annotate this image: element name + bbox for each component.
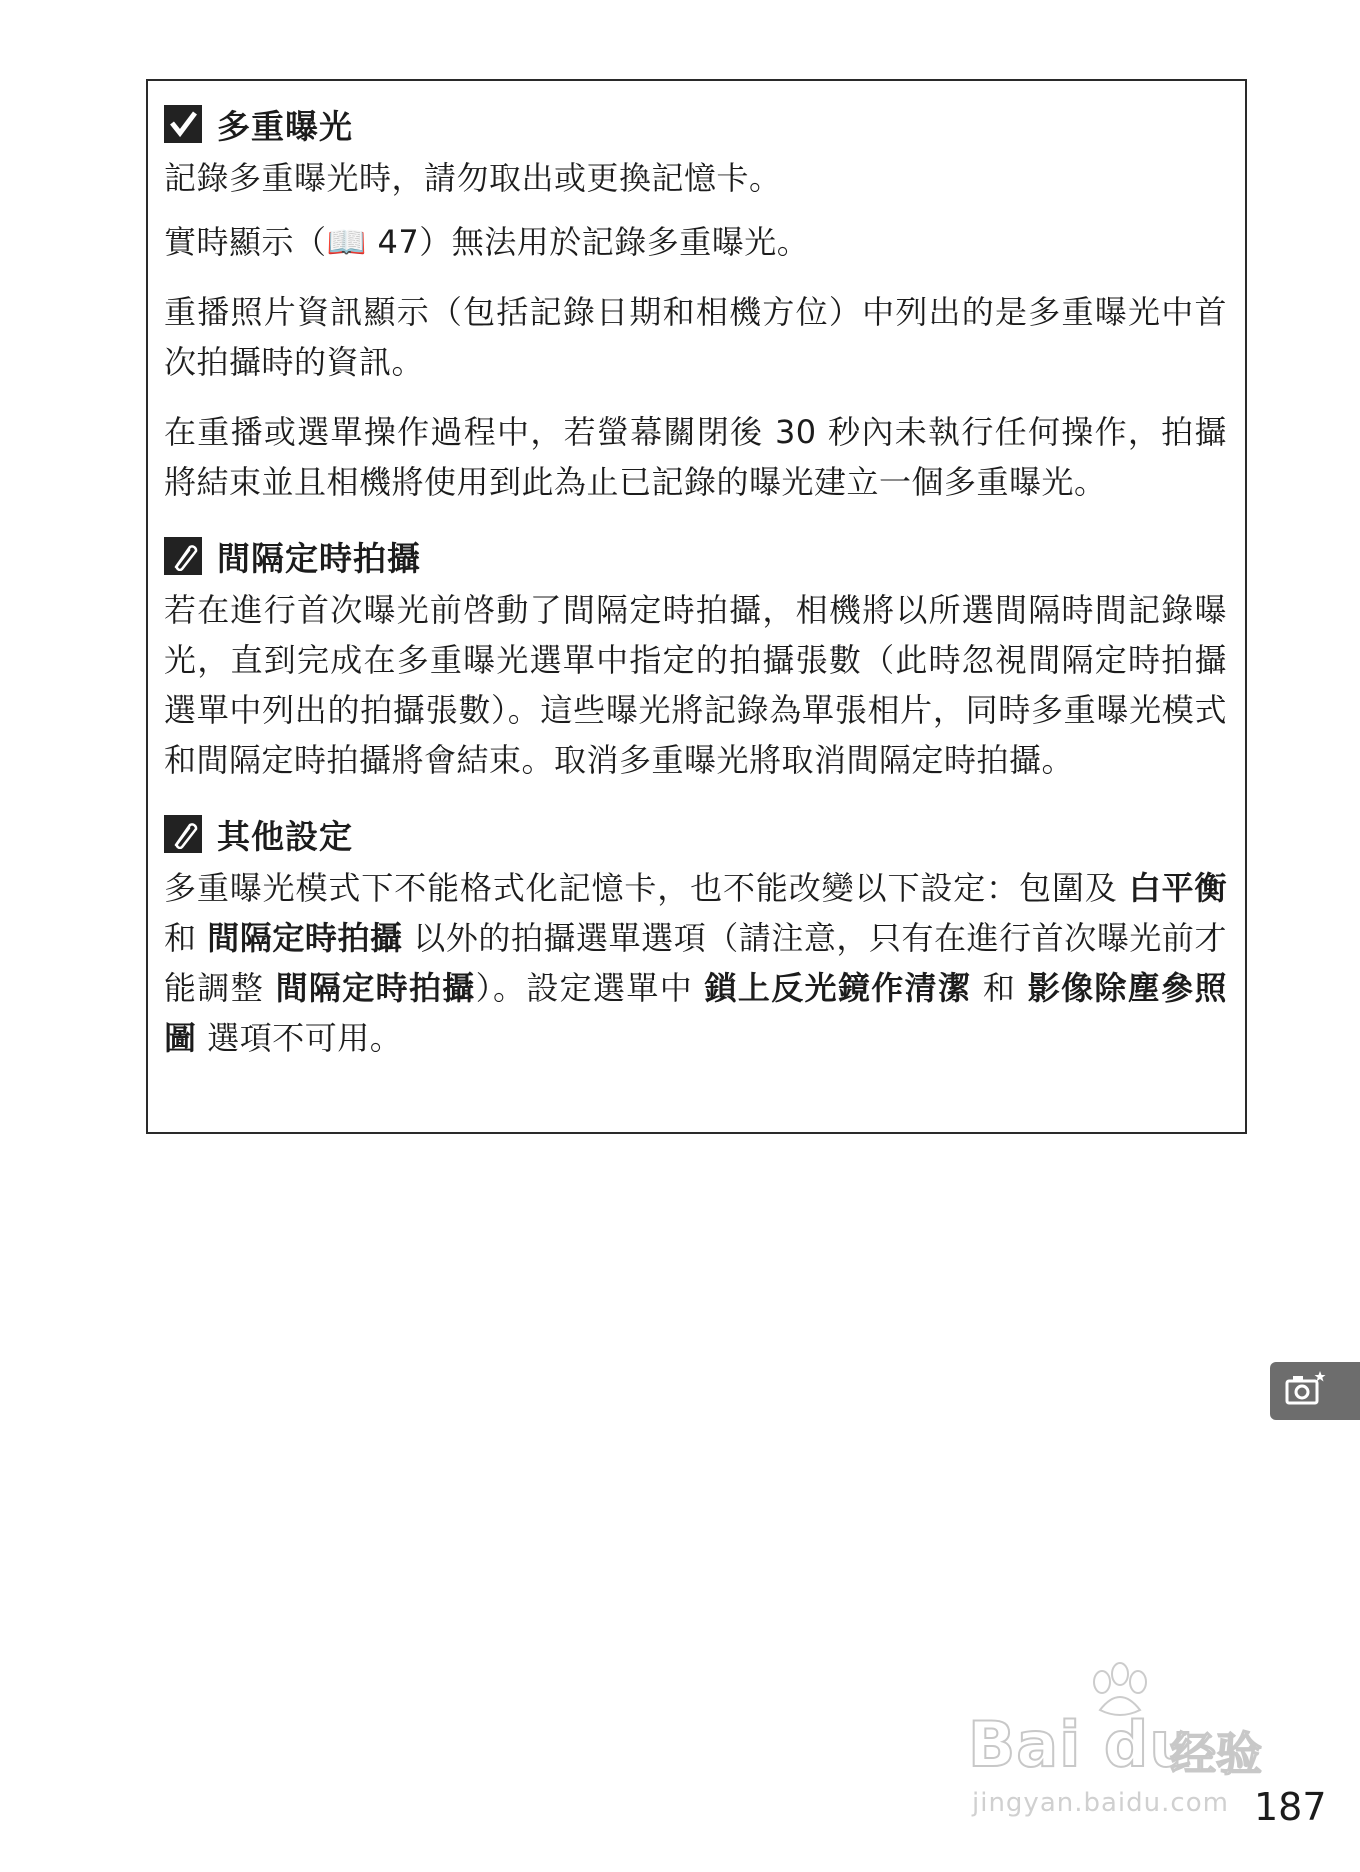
watermark-url: jingyan.baidu.com: [972, 1788, 1229, 1818]
multi-exposure-heading: [164, 95, 1227, 153]
other-settings-heading: [164, 805, 1227, 863]
multi-exposure-paragraph-4: 在重播或選單操作過程中，若螢幕關閉後 30 秒內未執行任何操作，拍攝將結束並且相機將使用到此為止已記錄的曝光建立一個多重曝光。: [164, 413, 1227, 501]
menu-option-interval-timer: 間隔定時拍攝: [275, 969, 476, 1007]
menu-option-white-balance: 白平衡: [1128, 869, 1227, 907]
watermark-brand: Bai du: [968, 1708, 1195, 1781]
multi-exposure-paragraph-2: 實時顯示（📖 47）無法用於記錄多重曝光。: [164, 223, 810, 261]
other-settings-text: 以外的拍攝選單選項（請注意，只有在進行首次曝光前才能調整: [164, 919, 1227, 1007]
multi-exposure-paragraph-1: 記錄多重曝光時，請勿取出或更換記憶卡。: [164, 159, 782, 197]
watermark: [960, 1660, 1280, 1820]
other-settings-title: 其他設定: [217, 816, 353, 856]
interval-timer-title: 間隔定時拍攝: [217, 538, 421, 578]
menu-option-mirror-lockup: 鎖上反光鏡作清潔: [704, 969, 972, 1007]
notes-box: [146, 79, 1247, 1134]
other-settings-text: 和: [971, 969, 1028, 1007]
page-number: 187: [1254, 1785, 1327, 1829]
interval-timer-paragraph: 若在進行首次曝光前啓動了間隔定時拍攝，相機將以所選間隔時間記錄曝光，直到完成在多重曝光選單中指定的拍攝張數（此時忽視間隔定時拍攝選單中列出的拍攝張數）。這些曝光將記錄為單張相片，同時多重曝光模式和間隔定時拍攝將會結束。取消多重曝光將取消間隔定時拍攝。: [164, 591, 1227, 779]
pencil-note-icon: [164, 815, 202, 853]
pencil-note-icon: [164, 537, 202, 575]
menu-option-interval-timer: 間隔定時拍攝: [207, 919, 403, 957]
other-settings-paragraph: [164, 863, 1227, 1063]
other-settings-text: 多重曝光模式下不能格式化記憶卡，也不能改變以下設定：包圍及: [164, 869, 1129, 907]
multi-exposure-paragraph-3: 重播照片資訊顯示（包括記錄日期和相機方位）中列出的是多重曝光中首次拍攝時的資訊。: [164, 293, 1227, 381]
shooting-menu-tab[interactable]: [1270, 1362, 1360, 1420]
multi-exposure-title: 多重曝光: [217, 106, 353, 146]
other-settings-text: 選項不可用。: [196, 1019, 403, 1057]
camera-shooting-menu-icon: [1284, 1369, 1328, 1413]
watermark-cn: 经验: [1170, 1727, 1262, 1781]
other-settings-text: 和: [164, 919, 208, 957]
checkmark-icon: [164, 105, 202, 143]
interval-timer-heading: [164, 527, 1227, 585]
other-settings-text: ）。設定選單中: [475, 969, 705, 1007]
menu-option-dust-off-ref: 影像除塵參照圖: [164, 969, 1227, 1057]
